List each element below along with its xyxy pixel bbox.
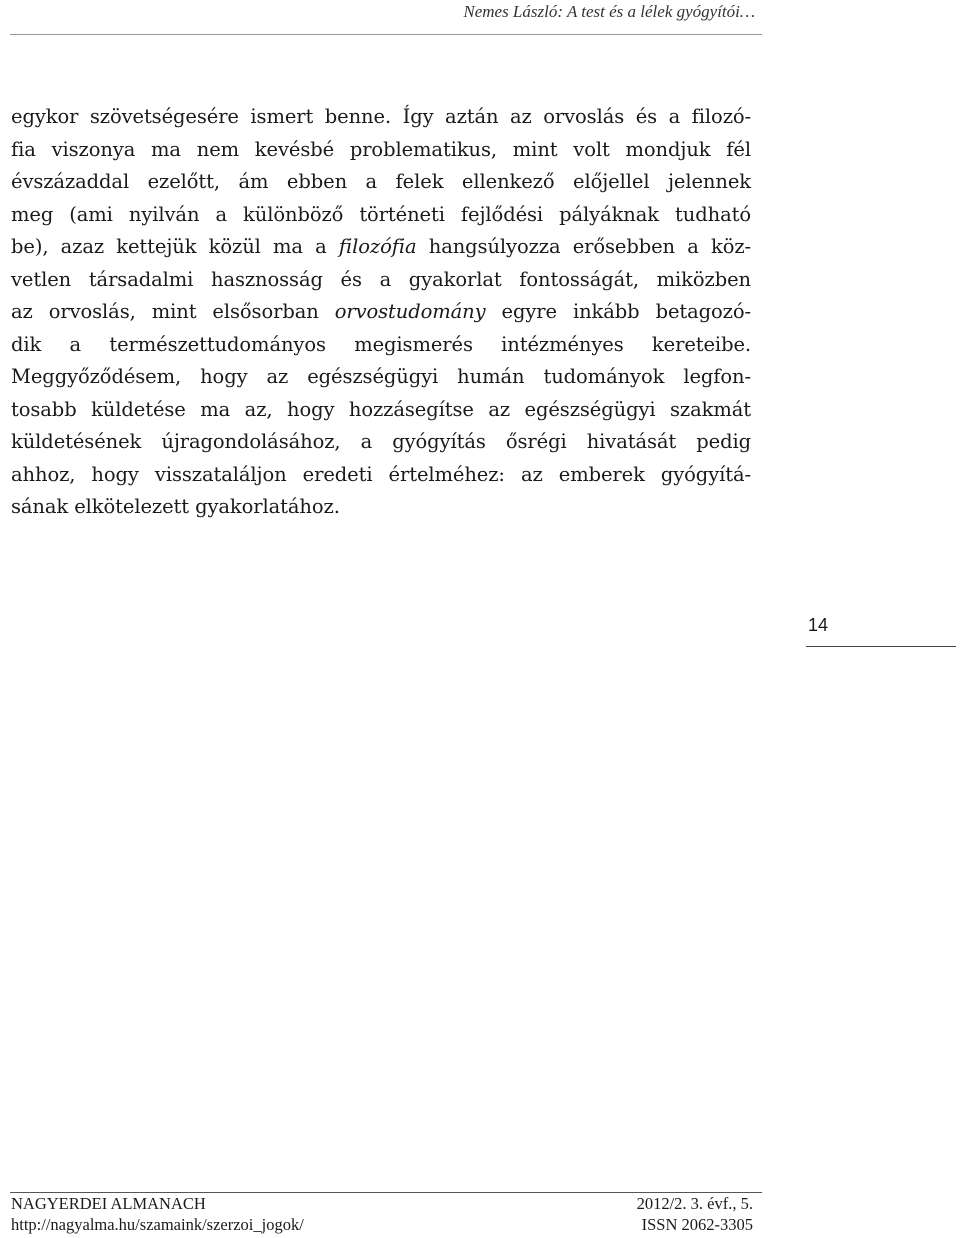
emphasis-filozofia: filozófia xyxy=(338,235,417,258)
text-line-4: meg (ami nyilván a különböző történeti fejlődési pályáknak tudható xyxy=(11,202,751,226)
header-rule xyxy=(10,34,762,35)
text-line-6: vetlen társadalmi hasznosság és a gyakorlat fontosságát, miközben xyxy=(11,267,751,291)
text-line-12: ahhoz, hogy visszataláljon eredeti értelméhez: az emberek gyógyítá- xyxy=(11,462,751,486)
emphasis-orvostudomany: orvostudomány xyxy=(334,300,486,323)
text-line-13: sának elkötelezett gyakorlatához. xyxy=(11,495,340,518)
text-line-1: egykor szövetségesére ismert benne. Így aztán az orvoslás és a filozó- xyxy=(11,105,751,128)
page-number: 14 xyxy=(808,615,829,635)
text-line-3: évszázaddal ezelőtt, ám ebben a felek ellenkező előjellel jelennek xyxy=(11,170,751,193)
footer-url-link[interactable]: http://nagyalma.hu/szamaink/szerzoi_jogok/ xyxy=(11,1215,304,1234)
footer-journal-name: NAGYERDEI ALMANACH xyxy=(11,1194,206,1213)
footer-rule xyxy=(10,1192,762,1193)
text-line-2: fia viszonya ma nem kevésbé problematikus, mint volt mondjuk fél xyxy=(11,137,751,161)
text-line-11: küldetésének újragondolásához, a gyógyítás ősrégi hivatását pedig xyxy=(11,430,751,453)
body-paragraph xyxy=(11,101,751,524)
text-line-8: dik a természettudományos megismerés intézményes kereteibe. xyxy=(11,332,751,356)
text-line-5: be), azaz kettejük közül ma a filozófia hangsúlyozza erősebben a köz- xyxy=(11,235,751,258)
text-line-7: az orvoslás, mint elsősorban orvostudomány egyre inkább betagozó- xyxy=(11,300,751,323)
page-number-rule xyxy=(806,646,956,647)
footer-issue: 2012/2. 3. évf., 5. xyxy=(636,1194,753,1213)
running-header-title: Nemes László: A test és a lélek gyógyítói… xyxy=(463,2,755,21)
text-line-10: tosabb küldetése ma az, hogy hozzásegítse az egészségügyi szakmát xyxy=(11,397,751,421)
text-line-9: Meggyőződésem, hogy az egészségügyi humán tudományok legfon- xyxy=(11,365,751,388)
footer-issn: ISSN 2062-3305 xyxy=(641,1215,753,1234)
